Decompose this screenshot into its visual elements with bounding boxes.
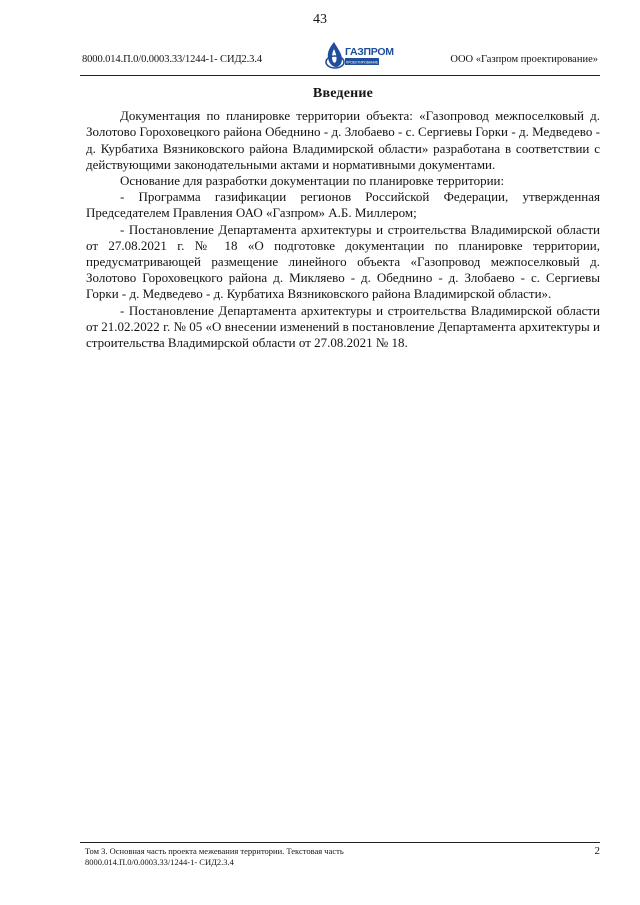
footer-volume-title: Том 3. Основная часть проекта межевания территории. Текстовая часть <box>85 846 344 856</box>
footer-divider <box>80 842 600 843</box>
section-title: Введение <box>312 86 374 101</box>
list-item-paragraph: - Постановление Департамента архитектуры и строительства Владимирской области от 27.08.2021 г. № 18 «О подготовке документации по планировке территории, предусматривающей размещение линейного объекта «Газопровод межпоселковый д. Золотово Гороховецкого района д. Микляево - д. Обеднино - д. Злобаево - с. Сергиевы Горки - д. Медведево - д. Курбатиха Вязниковского района Владимирской области». <box>86 221 600 302</box>
gazprom-flame-icon <box>324 40 394 72</box>
document-footer <box>85 846 600 868</box>
gazprom-logo <box>324 40 394 72</box>
header-company-name: ООО «Газпром проектирование» <box>450 54 598 65</box>
document-header <box>80 40 600 74</box>
footer-page-number: 2 <box>594 845 600 857</box>
list-item-paragraph: - Постановление Департамента архитектуры и строительства Владимирской области от 21.02.2022 г. № 05 «О внесении изменений в постановление Департамента архитектуры и строительства Владимирской области от 27.08.2021 № 18. <box>86 302 600 351</box>
body-paragraph: Основание для разработки документации по планировке территории: <box>120 173 505 189</box>
document-body <box>86 86 600 351</box>
svg-text:ПРОЕКТИРОВАНИЕ: ПРОЕКТИРОВАНИЕ <box>345 60 379 65</box>
page-number-top: 43 <box>313 12 327 27</box>
svg-text:ГАЗПРОМ: ГАЗПРОМ <box>345 46 394 58</box>
header-divider <box>80 75 600 76</box>
header-doc-code: 8000.014.П.0/0.0003.33/1244-1- СИД2.3.4 <box>82 54 263 65</box>
list-item-paragraph: - Программа газификации регионов Российской Федерации, утвержденная Председателем Правления ОАО «Газпром» А.Б. Миллером; <box>86 189 600 221</box>
body-paragraph: Документация по планировке территории объекта: «Газопровод межпоселковый д. Золотово Гороховецкого района Обеднино - д. Злобаево - с. Сергиевы Горки - д. Медведево - д. Курбатиха Вязниковского района Владимирской области» разработана в соответствии с действующими законодательными актами и нормативными документами. <box>86 108 600 172</box>
footer-doc-code: 8000.014.П.0/0.0003.33/1244-1- СИД2.3.4 <box>85 857 234 867</box>
